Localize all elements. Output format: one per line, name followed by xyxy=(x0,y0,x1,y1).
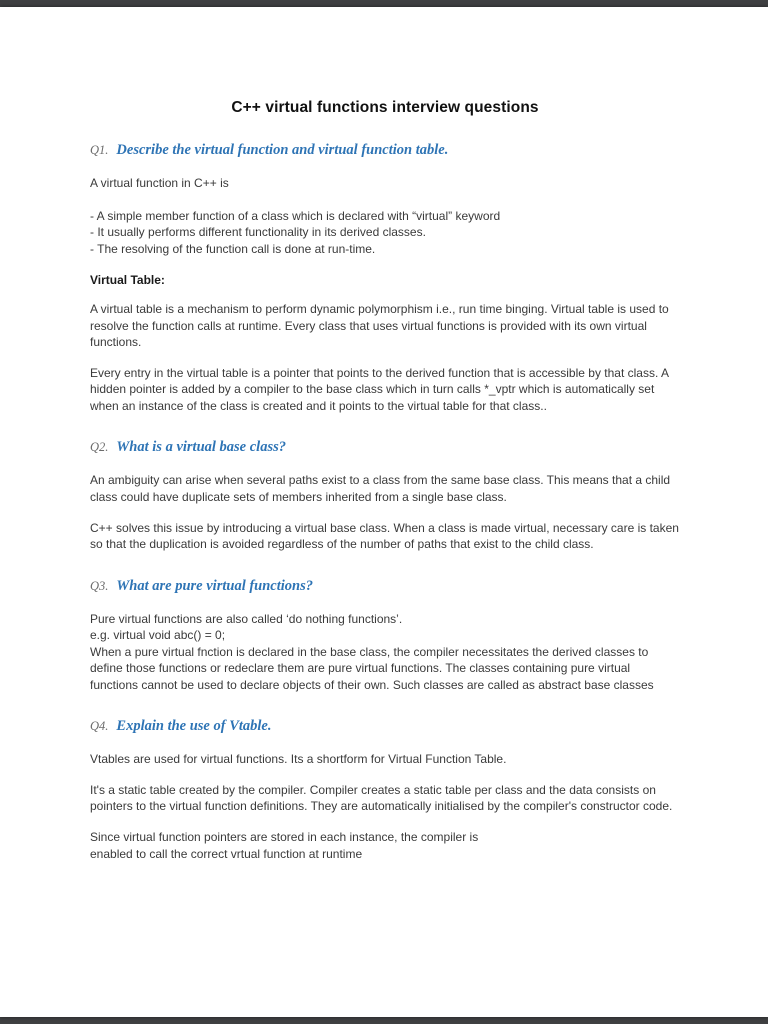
paragraph-block xyxy=(90,829,680,862)
question-title: What is a virtual base class? xyxy=(116,439,286,456)
question-heading xyxy=(90,717,680,735)
paragraph: C++ solves this issue by introducing a virtual base class. When a class is made virtual, necessary care is taken so that the duplication is avoided regardless of the number of paths that exist to the child class. xyxy=(90,520,679,552)
text-line: enabled to call the correct vrtual function at runtime xyxy=(90,846,363,861)
section-q3 xyxy=(90,577,680,694)
text-line: e.g. virtual void abc() = 0; xyxy=(90,628,226,643)
question-heading xyxy=(90,577,680,595)
question-title: What are pure virtual functions? xyxy=(116,577,313,594)
paragraph: An ambiguity can arise when several paths exist to a class from the same base class. This means that a child class could have duplicate sets of members inherited from a single base class. xyxy=(90,473,671,505)
text-line: When a pure virtual fnction is declared in the base class, the compiler necessitates the derived classes to define those functions or redeclare them are pure virtual functions. The classes containing pure virtual functions cannot be used to declare objects of their own. Such classes are called as abstract base classes xyxy=(90,644,654,692)
section-q4 xyxy=(90,717,680,862)
text-line: Pure virtual functions are also called ‘do nothing functions’. xyxy=(90,611,403,626)
question-title: Explain the use of Vtable. xyxy=(116,718,272,735)
question-heading xyxy=(90,438,680,456)
bullet-line: - A simple member function of a class which is declared with “virtual” keyword xyxy=(90,208,501,223)
document-title: C++ virtual functions interview questions xyxy=(231,99,539,116)
question-title: Describe the virtual function and virtual function table. xyxy=(116,142,449,158)
question-number: Q1. xyxy=(90,143,109,157)
paragraph: Every entry in the virtual table is a pointer that points to the derived function that is accessible by that class. A hidden pointer is added by a compiler to the base class which in turn calls *_vptr which is automatically set when an instance of the class is created and it points to the virtual table for that class.. xyxy=(90,365,669,413)
bullet-list xyxy=(90,208,680,258)
text-line: Since virtual function pointers are stored in each instance, the compiler is xyxy=(90,830,479,845)
question-heading xyxy=(90,141,680,159)
question-number: Q3. xyxy=(90,578,109,593)
bullet-line: - It usually performs different functionality in its derived classes. xyxy=(90,225,426,240)
paragraph: Vtables are used for virtual functions. Its a shortform for Virtual Function Table. xyxy=(90,752,507,767)
section-q2 xyxy=(90,438,680,552)
paragraph: It's a static table created by the compiler. Compiler creates a static table per class and the data consists on pointers to the virtual function definitions. They are automatically initialised by the compiler's constructor code. xyxy=(90,782,673,814)
subheading-virtual-table: Virtual Table: xyxy=(90,273,165,288)
section-q1 xyxy=(90,141,680,414)
paragraph-block xyxy=(90,611,680,694)
question-number: Q4. xyxy=(90,719,109,734)
document-page xyxy=(0,7,768,1017)
paragraph: A virtual function in C++ is xyxy=(90,176,229,190)
bullet-line: - The resolving of the function call is done at run-time. xyxy=(90,241,376,256)
paragraph: A virtual table is a mechanism to perform dynamic polymorphism i.e., run time binging. Virtual table is used to resolve the function calls at runtime. Every class that uses virtual functions is provided with its own virtual functions. xyxy=(90,302,669,350)
question-number: Q2. xyxy=(90,440,109,455)
